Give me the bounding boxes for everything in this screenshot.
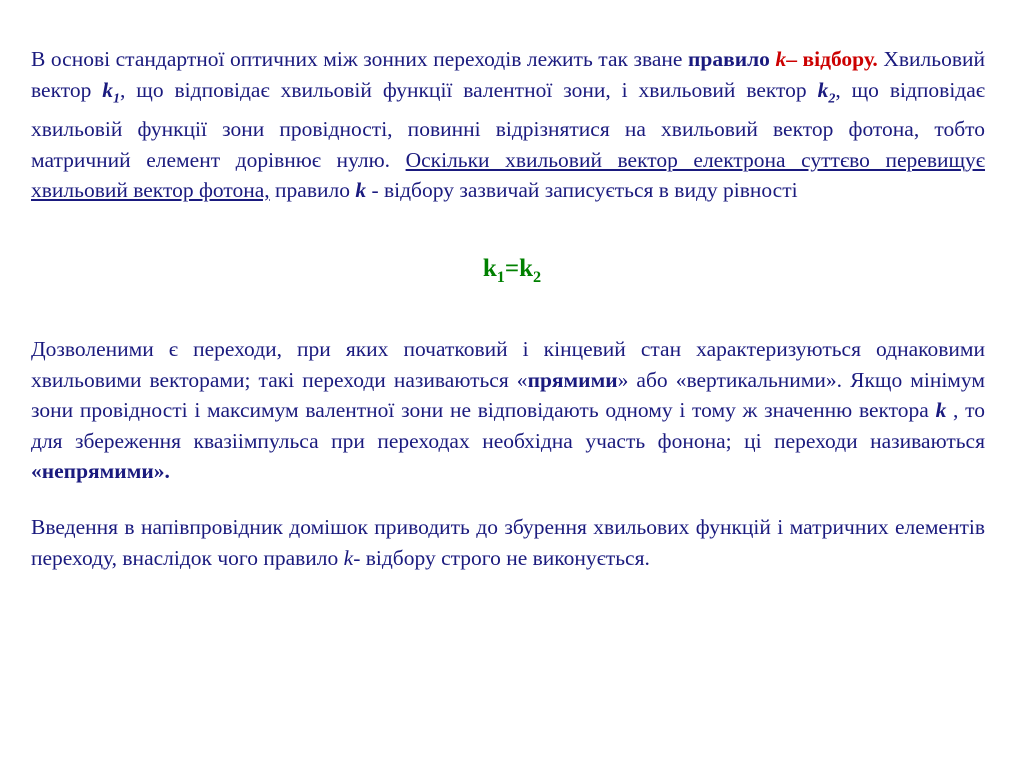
text-span: , що відповідає хвильовій функції зони провідності, повинні відрізнятися на хвильовий вектор фотона, тобто матричний елемент дорівнює нулю.: [31, 77, 986, 172]
text-span: Хвильовий вектор: [31, 47, 985, 102]
dash: –: [786, 47, 797, 71]
k1-symbol: [102, 77, 120, 106]
formula-equals: =: [504, 255, 520, 282]
rule-term: правило: [687, 47, 770, 71]
text-span: , то для збереження квазіімпульса при переходах необхідна участь фонона; ці переходи називаються: [31, 398, 985, 453]
text-span: правило: [269, 178, 356, 203]
k2-symbol: [817, 77, 836, 106]
k2-subscript: 2: [828, 90, 836, 106]
formula-k2: k: [519, 255, 534, 282]
selection-rule-formula: [0, 255, 1024, 287]
k-symbol: k: [775, 47, 787, 71]
text-span: - відбору строго не виконується.: [353, 545, 650, 570]
text-span: Введення в напівпровідник домішок приводить до збурення хвильових функцій і матричних елементів переходу, внаслідок чого правило: [31, 515, 985, 570]
k-symbol: k: [343, 545, 354, 570]
transitions-paragraph: [31, 334, 985, 487]
impurities-paragraph: [31, 512, 985, 573]
text-span: » або «вертикальними». Якщо мінімум зони провідності і максимум валентної зони не відповідають одному і тому ж значенню вектора: [31, 367, 985, 422]
indirect-term: «непрямими».: [31, 459, 170, 483]
k2-letter: k: [817, 77, 829, 102]
formula-sub1: 1: [496, 268, 505, 286]
k1-subscript: 1: [113, 90, 120, 106]
selection-term: відбору.: [802, 47, 878, 71]
k-symbol: k: [935, 398, 947, 422]
intro-paragraph: [31, 44, 985, 206]
formula-sub2: 2: [533, 268, 542, 286]
underlined-sentence: Оскільки хвильовий вектор електрона суттєво перевищує хвильовий вектор фотона,: [31, 147, 986, 203]
text-span: - відбору зазвичай записується в виду рівності: [366, 178, 798, 203]
k1-letter: k: [102, 77, 114, 102]
formula-k1: k: [482, 255, 497, 282]
text-span: , що відповідає хвильовій функції валентної зони, і хвильовий вектор: [120, 77, 818, 102]
k-symbol: k: [355, 178, 367, 203]
direct-term: прямими: [527, 367, 618, 392]
text-span: Дозволеними є переходи, при яких початковий і кінцевий стан характеризуються однаковими хвильовими векторами; такі переходи називаються «: [31, 337, 985, 392]
text-span: В основі стандартної оптичних між зонних переходів лежить так зване: [31, 47, 688, 71]
